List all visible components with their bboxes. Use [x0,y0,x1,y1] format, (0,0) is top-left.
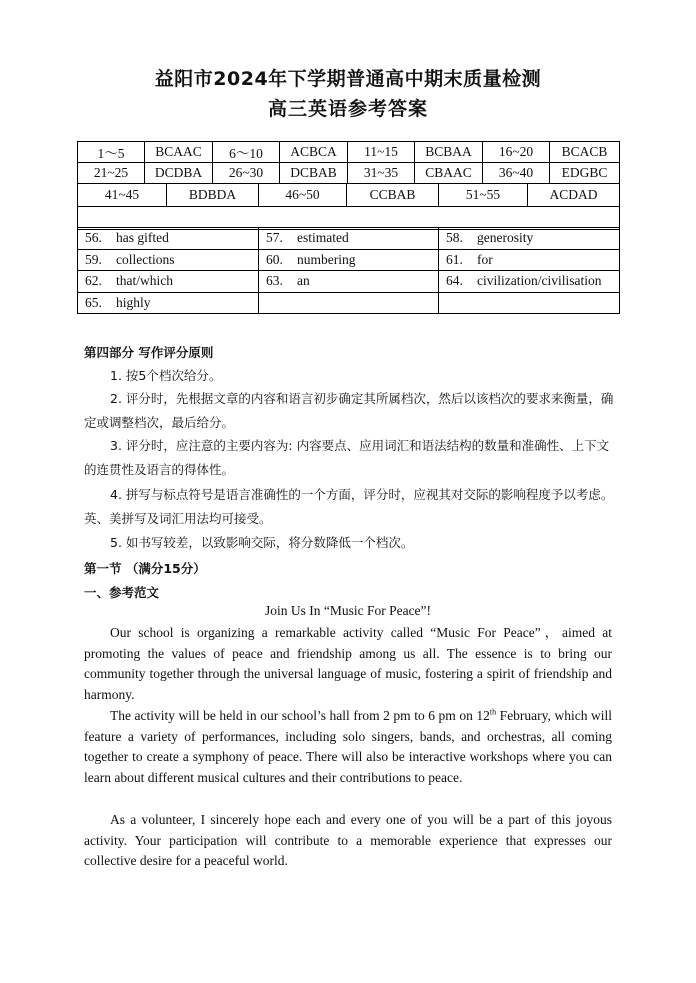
answer-cell: ACDAD [528,184,620,207]
essay-paragraph-3: As a volunteer, I sincerely hope each and every one of you will be a part of this joyous activity. Your participation will contribute to a memorable experience that expresses our collective desire for a peaceful world. [84,812,612,869]
writing-heading: 第四部分 写作评分原则 [84,345,214,360]
essay-paragraph-2: The activity will be held in our school’s hall from 2 pm to 6 pm on 12th February, which will feature a variety of performances, including solo singers, bands, and orchestras, all coming together to create a symphony of peace. There will also be interactive workshops where you can learn about different musical cultures and their contributions to peace. [84,707,612,786]
range-cell: 46~50 [259,184,347,207]
essay-paragraph-1: Our school is organizing a remarkable activity called “Music For Peace”，aimed at promoting the values of peace and friendship among us all. The essence is to bring our community together through the universal language of music, fostering a spirit of friendship and harmony. [84,625,612,703]
range-cell: 1～5 [78,142,145,163]
range-cell: 16~20 [483,142,550,163]
table-row [78,142,620,163]
range-cell: 6～10 [213,142,280,163]
range-cell: 31~35 [348,163,415,184]
range-cell: 26~30 [213,163,280,184]
fill-cell: 61. for [439,249,620,271]
fill-cell-empty [439,292,620,314]
fill-cell: 57. estimated [259,228,439,250]
page-title: 益阳市2024年下学期普通高中期末质量检测 [154,68,542,90]
answer-cell: DCDBA [145,163,213,184]
range-cell: 51~55 [439,184,528,207]
section-1-label: 第一节 （满分15分） [84,561,206,576]
rule-5: 5. 如书写较差，以致影响交际，将分数降低一个档次。 [110,535,414,550]
answer-cell: BDBDA [167,184,259,207]
fill-cell: 58. generosity [439,228,620,250]
fill-in-table [77,227,620,314]
answer-cell: DCBAB [280,163,348,184]
answer-cell: ACBCA [280,142,348,163]
fill-cell: 60. numbering [259,249,439,271]
rule-3: 3. 评分时，应注意的主要内容为: 内容要点、应用词汇和语法结构的数量和准确性、上下文的连贯性及语言的得体性。 [84,438,610,477]
answer-cell: CBAAC [415,163,483,184]
range-cell: 11~15 [348,142,415,163]
table-row [78,163,620,184]
sample-label: 一、参考范文 [84,585,160,600]
rule-1: 1. 按5个档次给分。 [110,368,222,383]
fill-cell-empty [259,292,439,314]
range-cell: 21~25 [78,163,145,184]
answer-cell: EDGBC [550,163,620,184]
table-row [78,184,620,207]
answer-cell: BCBAA [415,142,483,163]
answer-table-row3 [77,183,620,230]
page-subtitle: 高三英语参考答案 [267,98,428,120]
answer-table-top [77,141,620,163]
answer-cell: BCACB [550,142,620,163]
range-cell: 41~45 [78,184,167,207]
fill-cell: 63. an [259,271,439,293]
answer-table-row2 [77,162,620,184]
fill-cell: 65. highly [78,292,259,314]
rule-4: 4. 拼写与标点符号是语言准确性的一个方面，评分时，应视其对交际的影响程度予以考虑。英、美拼写及词汇用法均可接受。 [84,487,614,526]
table-row [78,271,620,293]
answer-cell: CCBAB [347,184,439,207]
fill-cell: 56. has gifted [78,228,259,250]
answer-cell: BCAAC [145,142,213,163]
table-row [78,249,620,271]
fill-cell: 59. collections [78,249,259,271]
fill-cell: 64. civilization/civilisation [439,271,620,293]
range-cell: 36~40 [483,163,550,184]
essay-title: Join Us In “Music For Peace”! [264,603,432,618]
rule-2: 2. 评分时，先根据文章的内容和语言初步确定其所属档次，然后以该档次的要求来衡量，确定或调整档次，最后给分。 [84,391,614,430]
table-row [78,292,620,314]
fill-cell: 62. that/which [78,271,259,293]
table-row [78,228,620,250]
